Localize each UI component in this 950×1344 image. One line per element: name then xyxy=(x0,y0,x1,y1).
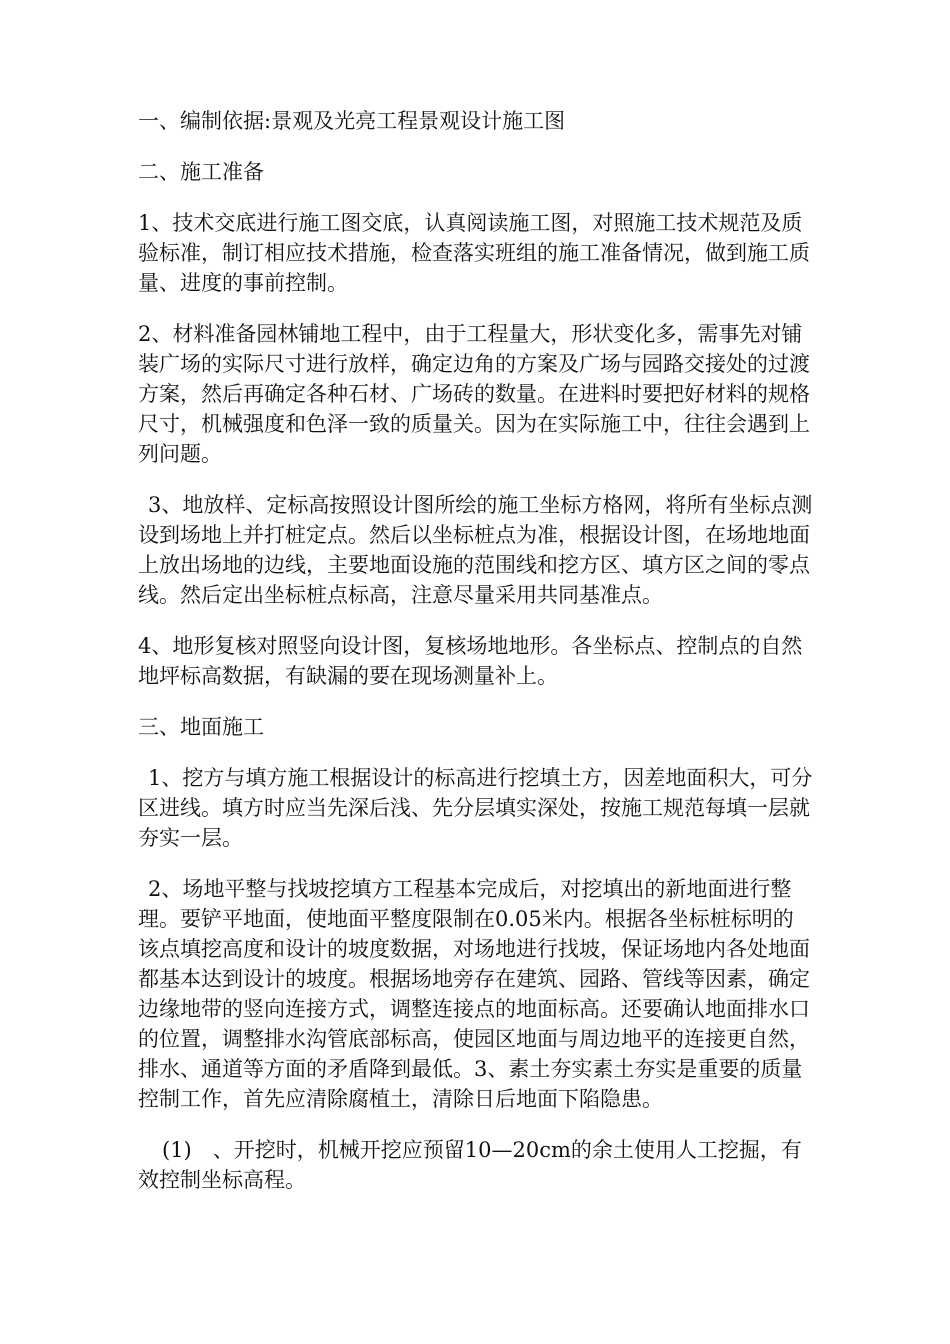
paragraph-terrain-check: 4、地形复核对照竖向设计图，复核场地地形。各坐标点、控制点的自然地坪标高数据，有缺漏的要在现场测量补上。 xyxy=(138,634,803,688)
paragraph-grading: 2、场地平整与找坡挖填方工程基本完成后，对挖填出的新地面进行整理。要铲平地面，使地面平整度限制在0.05米内。根据各坐标桩标明的该点填挖高度和设计的坡度数据，对场地进行找坡，保证场地内各处地面都基本达到设计的坡度。根据场地旁存在建筑、园路、管线等因素，确定边缘地带的竖向连接方式，调整连接点的地面标高。还要确认地面排水口的位置，调整排水沟管底部标高，使园区地面与周边地平的连接更自然，排水、通道等方面的矛盾降到最低。3、素土夯实素土夯实是重要的质量控制工作，首先应清除腐植土，清除日后地面下陷隐患。 xyxy=(138,877,810,1111)
paragraph-excavation-filling: 1、挖方与填方施工根据设计的标高进行挖填土方，因差地面积大，可分区进线。填方时应当先深后浅、先分层填实深处，按施工规范每填一层就夯实一层。 xyxy=(138,766,813,850)
document-body xyxy=(138,106,814,1216)
section-heading-ground-construction: 三、地面施工 xyxy=(138,715,264,739)
paragraph-material-preparation: 2、材料准备园林铺地工程中，由于工程量大，形状变化多，需事先对铺装广场的实际尺寸进行放样，确定边角的方案及广场与园路交接处的过渡方案，然后再确定各种石材、广场砖的数量。在进料时要把好材料的规格尺寸，机械强度和色泽一致的质量关。因为在实际施工中，往往会遇到上列问题。 xyxy=(138,322,810,466)
paragraph-setting-out: 3、地放样、定标高按照设计图所绘的施工坐标方格网，将所有坐标点测设到场地上并打桩定点。然后以坐标桩点为准，根据设计图，在场地地面上放出场地的边线，主要地面设施的范围线和挖方区、填方区之间的零点线。然后定出坐标桩点标高，注意尽量采用共同基准点。 xyxy=(138,493,813,607)
section-heading-preparation: 二、施工准备 xyxy=(138,160,264,184)
section-heading-basis: 一、编制依据:景观及光亮工程景观设计施工图 xyxy=(138,109,566,133)
paragraph-technical-briefing: 1、技术交底进行施工图交底，认真阅读施工图，对照施工技术规范及质验标准，制订相应技术措施，检查落实班组的施工准备情况，做到施工质量、进度的事前控制。 xyxy=(138,211,810,295)
paragraph-excavation-note: (1) 、开挖时，机械开挖应预留10—20cm的余土使用人工挖掘，有效控制坐标高程。 xyxy=(138,1138,802,1192)
